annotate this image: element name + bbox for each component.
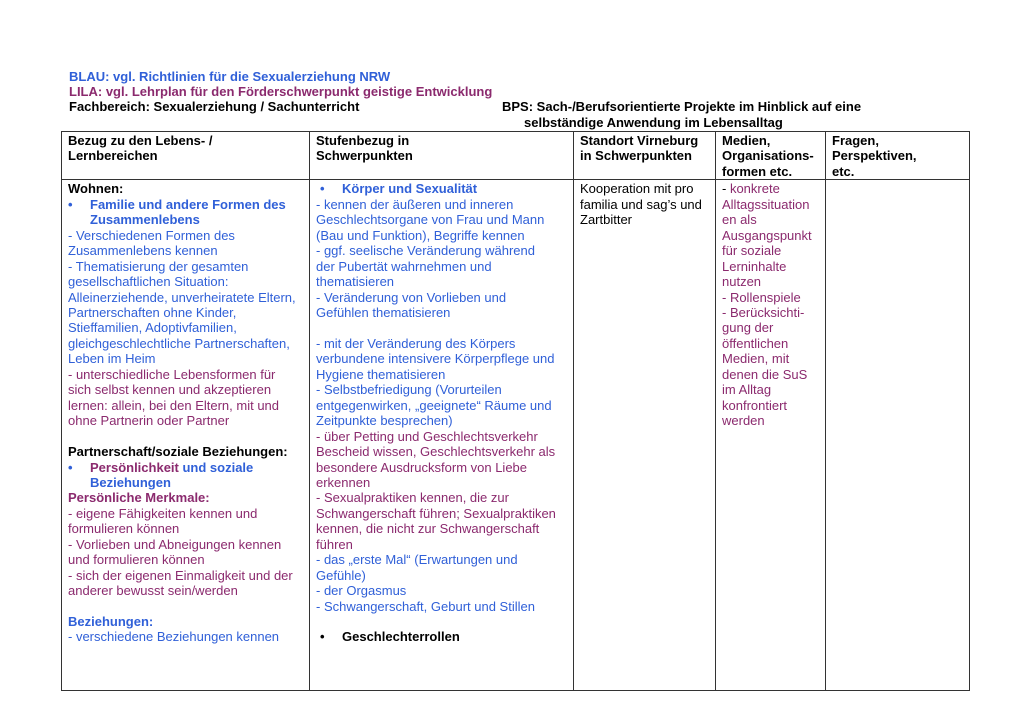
bullet-icon: • [320, 181, 325, 197]
merkmale-heading: Persönliche Merkmale: [68, 490, 210, 506]
cell-fragen [826, 180, 970, 691]
spacer [316, 614, 567, 629]
beziehungen-heading: Beziehungen: [68, 614, 154, 630]
list-line: Gefühlen thematisieren [316, 304, 451, 320]
list-line: für soziale [722, 243, 782, 259]
header-text: in Schwerpunkten [580, 148, 692, 164]
persoenlichkeit-bullet-item [68, 460, 303, 491]
list-line: gesellschaftlichen Situation: [68, 274, 229, 290]
bullet-text-lila: Persönlichkeit [90, 459, 179, 475]
curriculum-table [61, 131, 970, 691]
list-line: Lerninhalte [722, 258, 787, 274]
bullet-text [90, 460, 303, 491]
list-line: Alltagssituation [722, 196, 810, 212]
header-fragen [826, 132, 970, 180]
list-text: konkrete [729, 181, 780, 197]
koerper-list-b [316, 336, 567, 429]
list-line: - Verschiedenen Formen des [68, 227, 235, 243]
list-line: öffentlichen [722, 335, 789, 351]
list-line: Geschlechtsorgane von Frau und Mann [316, 212, 545, 228]
list-line: verbundene intensivere Körperpflege und [316, 351, 555, 367]
list-line: der Pubertät wahrnehmen und [316, 258, 492, 274]
header-text: Stufenbezug in [316, 133, 410, 148]
list-line: en als [722, 212, 757, 228]
list-line: Hygiene thematisieren [316, 366, 446, 382]
koerper-list-c [316, 429, 567, 553]
lebensformen-list [68, 367, 303, 429]
list-line: - Schwangerschaft, Geburt und Stillen [316, 598, 535, 614]
list-line: werden [722, 413, 765, 429]
spacer [68, 599, 303, 614]
header-text: Bezug zu den Lebens- / [68, 133, 213, 148]
list-line: denen die SuS [722, 366, 808, 382]
list-line: im Alltag [722, 382, 772, 398]
header-text: Medien, [722, 133, 771, 148]
list-line: familia und sag’s und [580, 196, 702, 212]
list-line: sich selbst kennen und akzeptieren [68, 382, 272, 398]
bullet-text: Geschlechterrollen [342, 629, 460, 645]
list-line: Medien, mit [722, 351, 790, 367]
list-line: Kooperation mit pro [580, 181, 694, 197]
list-line: Leben im Heim [68, 351, 156, 367]
list-line: - der Orgasmus [316, 583, 407, 599]
list-line: Zartbitter [580, 212, 633, 228]
familie-bullet-item [68, 197, 303, 228]
list-line: und formulieren können [68, 552, 205, 568]
table-row [62, 180, 970, 691]
list-line: - über Petting und Geschlechtsverkehr [316, 428, 538, 444]
bullet-text: Familie und andere Formen des Zusammenlebens [90, 196, 286, 228]
spacer [316, 320, 567, 335]
header-standort [574, 132, 716, 180]
list-line: - unterschiedliche Lebensformen für [68, 366, 276, 382]
list-line: thematisieren [316, 274, 395, 290]
list-line: lernen: allein, bei den Eltern, mit und [68, 397, 280, 413]
header-text: formen etc. [722, 163, 793, 179]
list-line: - Sexualpraktiken kennen, die zur [316, 490, 509, 506]
koerper-list-d [316, 552, 567, 614]
bullet-icon: • [68, 196, 73, 212]
list-line: Alleinerziehende, unverheiratete Eltern, [68, 289, 296, 305]
dash-prefix: - [722, 181, 730, 197]
partnerschaft-heading: Partnerschaft/soziale Beziehungen: [68, 444, 288, 460]
merkmale-list [68, 506, 303, 599]
list-line: - Veränderung von Vorlieben und [316, 289, 507, 305]
list-line: besondere Ausdrucksform von Liebe [316, 459, 528, 475]
list-line: - Berücksichti- [722, 304, 805, 320]
fachbereich-title: Fachbereich: Sexualerziehung / Sachunterricht [69, 99, 360, 114]
bps-title-line2: selbständige Anwendung im Lebensalltag [524, 114, 783, 130]
header-text: Standort Virneburg [580, 133, 699, 148]
list-line: gung der [722, 320, 774, 336]
list-line: kennen, die nicht zur Schwangerschaft [316, 521, 540, 537]
header-lebensbereiche [62, 132, 310, 180]
bps-title-line1: BPS: Sach-/Berufsorientierte Projekte im Hinblick auf eine [502, 99, 862, 114]
list-line: formulieren können [68, 521, 180, 537]
list-line: nutzen [722, 274, 762, 290]
list-line: - Vorlieben und Abneigungen kennen [68, 536, 282, 552]
bullet-text: Körper und Sexualität [342, 181, 478, 197]
bullet-text-blue: und soziale Beziehungen [90, 459, 254, 490]
header-text: Schwerpunkten [316, 148, 413, 164]
list-line: Zeitpunkte besprechen) [316, 413, 453, 429]
list-line: gleichgeschlechtliche Partnerschaften, [68, 335, 290, 351]
list-line: - ggf. seelische Veränderung während [316, 243, 535, 259]
list-line: Gefühle) [316, 567, 366, 583]
list-line: ohne Partnerin oder Partner [68, 413, 230, 429]
header-text: Organisations- [722, 148, 814, 164]
list-line: konfrontiert [722, 397, 788, 413]
koerper-bullet-item [316, 181, 567, 196]
list-line: Partnerschaften ohne Kinder, [68, 304, 237, 320]
list-line: - sich der eigenen Einmaligkeit und der [68, 567, 293, 583]
cell-stufenbezug [310, 180, 574, 691]
list-line: - eigene Fähigkeiten kennen und [68, 505, 258, 521]
list-line: - Thematisierung der gesamten [68, 258, 249, 274]
list-line: - das „erste Mal“ (Erwartungen und [316, 552, 518, 568]
list-line [722, 181, 819, 196]
list-line: Ausgangspunkt [722, 227, 812, 243]
header-text: Lernbereichen [68, 148, 158, 164]
list-line: - kennen der äußeren und inneren [316, 196, 514, 212]
cell-lebensbereiche [62, 180, 310, 691]
list-line: - Selbstbefriedigung (Vorurteilen [316, 382, 502, 398]
geschlechterrollen-bullet-item [316, 629, 567, 644]
header-text: etc. [832, 163, 855, 179]
beziehungen-item: - verschiedene Beziehungen kennen [68, 629, 280, 645]
list-line: Stieffamilien, Adoptivfamilien, [68, 320, 237, 336]
table-header-row [62, 132, 970, 180]
header-stufenbezug [310, 132, 574, 180]
header-text: Perspektiven, [832, 148, 917, 164]
list-line: erkennen [316, 474, 371, 490]
cell-medien [716, 180, 826, 691]
list-line: - mit der Veränderung des Körpers [316, 335, 516, 351]
list-line: führen [316, 536, 353, 552]
list-line: entgegenwirken, „geeignete“ Räume und [316, 397, 552, 413]
list-line: anderer bewusst sein/werden [68, 583, 238, 599]
spacer [68, 429, 303, 444]
list-line: Schwangerschaft führen; Sexualpraktiken [316, 505, 556, 521]
koerper-list-a [316, 197, 567, 321]
formen-list [68, 228, 303, 367]
wohnen-heading: Wohnen: [68, 181, 124, 197]
list-line: Zusammenlebens kennen [68, 243, 218, 259]
header-medien [716, 132, 826, 180]
list-line: Bescheid wissen, Geschlechtsverkehr als [316, 444, 556, 460]
cell-standort [574, 180, 716, 691]
list-line: - Rollenspiele [722, 289, 801, 305]
list-line: (Bau und Funktion), Begriffe kennen [316, 227, 525, 243]
header-text: Fragen, [832, 133, 879, 148]
legend-blau: BLAU: vgl. Richtlinien für die Sexualerziehung NRW [69, 69, 391, 84]
bullet-icon: • [320, 629, 325, 645]
legend-lila: LILA: vgl. Lehrplan für den Förderschwerpunkt geistige Entwicklung [69, 84, 493, 99]
bullet-icon: • [68, 459, 73, 475]
